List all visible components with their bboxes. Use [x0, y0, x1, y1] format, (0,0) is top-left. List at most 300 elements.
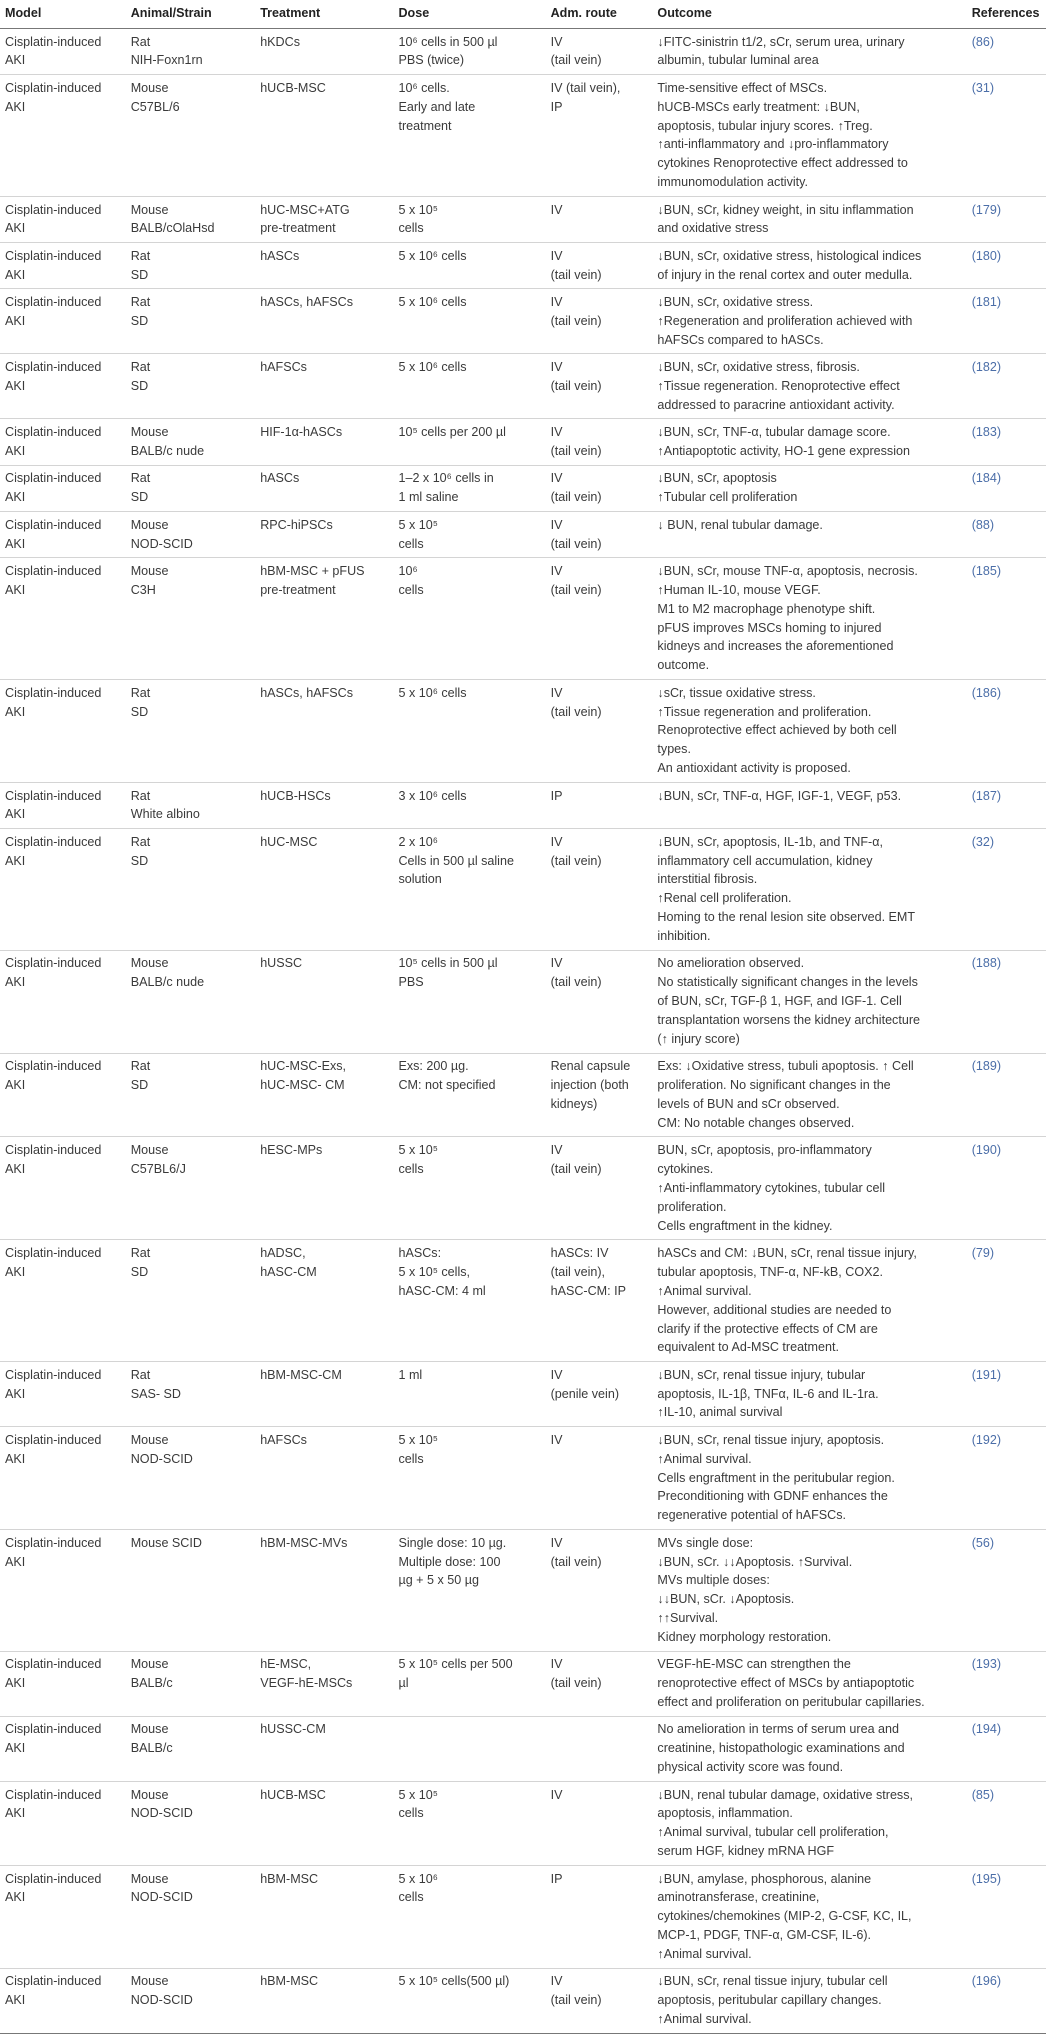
dose-cell-line: 5 x 10⁵: [398, 1787, 438, 1802]
adm-route-cell: [546, 289, 653, 354]
dose-cell: [393, 679, 545, 782]
dose-cell: [393, 419, 545, 465]
adm-route-cell-line: (tail vein): [550, 975, 602, 990]
treatment-cell: [255, 1053, 393, 1137]
header-dose: Dose: [393, 0, 545, 28]
outcome-cell-line: hAFSCs compared to hASCs.: [657, 332, 824, 347]
outcome-cell-line: ↓BUN, sCr, apoptosis: [657, 471, 777, 486]
animal-strain-cell-line: NIH-Foxn1rn: [130, 53, 203, 68]
adm-route-cell: [546, 1968, 653, 2033]
model-cell-line: Cisplatin-induced: [5, 834, 102, 849]
model-cell-line: Cisplatin-induced: [5, 295, 102, 310]
header-outcome: Outcome: [652, 0, 966, 28]
treatment-cell: [255, 1529, 393, 1651]
model-cell: [0, 1137, 126, 1240]
outcome-cell-line: BUN, sCr, apoptosis, pro-inflammatory: [657, 1143, 872, 1158]
dose-cell-line: 5 x 10⁵: [398, 202, 438, 217]
adm-route-cell-line: (tail vein): [550, 267, 602, 282]
adm-route-cell: [546, 1865, 653, 1968]
treatment-cell-line: hESC-MPs: [260, 1143, 323, 1158]
dose-cell-line: 5 x 10⁵ cells per 500: [398, 1657, 513, 1672]
outcome-cell: [652, 1053, 966, 1137]
dose-cell-line: 10⁵ cells per 200 µl: [398, 425, 506, 440]
animal-strain-cell-line: Mouse: [130, 1722, 169, 1737]
treatment-cell-line: hBM-MSC: [260, 1974, 319, 1989]
adm-route-cell-line: IV: [550, 1657, 563, 1672]
reference-link[interactable]: (56): [967, 1529, 1046, 1651]
model-cell-line: Cisplatin-induced: [5, 563, 102, 578]
treatment-cell-line: pre-treatment: [260, 582, 336, 597]
adm-route-cell-line: (tail vein): [550, 536, 602, 551]
adm-route-cell: [546, 679, 653, 782]
model-cell-line: AKI: [5, 1741, 26, 1756]
dose-cell: [393, 1865, 545, 1968]
outcome-cell-line: ↑↑Survival.: [657, 1611, 719, 1626]
table-row: [0, 1427, 1046, 1530]
animal-strain-cell: [126, 1651, 255, 1716]
outcome-cell-line: ↑Animal survival.: [657, 1283, 752, 1298]
model-cell-line: AKI: [5, 704, 26, 719]
outcome-cell-line: ↓BUN, sCr, renal tissue injury, tubular cell: [657, 1974, 888, 1989]
outcome-cell-line: apoptosis, inflammation.: [657, 1806, 793, 1821]
outcome-cell: [652, 354, 966, 419]
adm-route-cell: [546, 950, 653, 1053]
animal-strain-cell-line: BALB/cOlaHsd: [130, 221, 215, 236]
animal-strain-cell: [126, 465, 255, 511]
outcome-cell-line: transplantation worsens the kidney architecture: [657, 1013, 920, 1028]
outcome-cell: [652, 243, 966, 289]
model-cell-line: AKI: [5, 1993, 26, 2008]
treatment-cell: [255, 196, 393, 242]
animal-strain-cell-line: BALB/c nude: [130, 975, 205, 990]
animal-strain-cell: [126, 196, 255, 242]
model-cell-line: AKI: [5, 536, 26, 551]
treatment-cell-line: hUC-MSC- CM: [260, 1078, 345, 1093]
dose-cell: [393, 511, 545, 557]
outcome-cell: [652, 679, 966, 782]
reference-link[interactable]: (186): [967, 679, 1046, 782]
treatment-cell: [255, 950, 393, 1053]
dose-cell-line: 5 x 10⁵: [398, 1432, 438, 1447]
outcome-cell-line: ↑anti-inflammatory and ↓pro-inflammatory: [657, 137, 889, 152]
outcome-cell-line: No statistically significant changes in the levels: [657, 975, 918, 990]
animal-strain-cell-line: SD: [130, 313, 149, 328]
animal-strain-cell-line: Mouse: [130, 1974, 169, 1989]
adm-route-cell-line: (tail vein): [550, 53, 602, 68]
model-cell: [0, 1361, 126, 1426]
model-cell-line: Cisplatin-induced: [5, 425, 102, 440]
outcome-cell-line: ↓BUN, sCr, mouse TNF-α, apoptosis, necrosis.: [657, 563, 918, 578]
treatment-cell: [255, 511, 393, 557]
treatment-cell: [255, 679, 393, 782]
animal-strain-cell: [126, 1529, 255, 1651]
table-row: [0, 354, 1046, 419]
animal-strain-cell: [126, 28, 255, 74]
model-cell-line: AKI: [5, 53, 26, 68]
adm-route-cell-line: IV: [550, 517, 563, 532]
reference-link[interactable]: (32): [967, 828, 1046, 950]
adm-route-cell-line: (tail vein): [550, 1554, 602, 1569]
animal-strain-cell: [126, 1240, 255, 1362]
outcome-cell-line: MVs multiple doses:: [657, 1573, 770, 1588]
reference-link[interactable]: (31): [967, 75, 1046, 197]
adm-route-cell: [546, 782, 653, 828]
adm-route-cell-line: IV: [550, 248, 563, 263]
outcome-cell-line: tubular apoptosis, TNF-α, NF-kB, COX2.: [657, 1264, 883, 1279]
outcome-cell-line: No amelioration in terms of serum urea and: [657, 1722, 900, 1737]
treatment-cell: [255, 465, 393, 511]
model-cell: [0, 782, 126, 828]
reference-link[interactable]: (179): [967, 196, 1046, 242]
outcome-cell: [652, 1651, 966, 1716]
model-cell-line: AKI: [5, 807, 26, 822]
dose-cell-line: Single dose: 10 µg.: [398, 1535, 507, 1550]
reference-link[interactable]: (181): [967, 289, 1046, 354]
outcome-cell-line: inhibition.: [657, 929, 711, 944]
model-cell: [0, 558, 126, 680]
adm-route-cell: [546, 1716, 653, 1781]
animal-strain-cell-line: Mouse: [130, 1143, 169, 1158]
table-row: [0, 782, 1046, 828]
model-cell-line: Cisplatin-induced: [5, 1059, 102, 1074]
reference-link[interactable]: (86): [967, 28, 1046, 74]
adm-route-cell-line: (tail vein),: [550, 1264, 606, 1279]
outcome-cell-line: Time-sensitive effect of MSCs.: [657, 80, 828, 95]
model-cell-line: Cisplatin-induced: [5, 80, 102, 95]
reference-link[interactable]: (180): [967, 243, 1046, 289]
adm-route-cell-line: IV: [550, 956, 563, 971]
outcome-cell-line: cytokines.: [657, 1162, 714, 1177]
outcome-cell-line: ↑Animal survival.: [657, 2012, 752, 2027]
animal-strain-cell-line: Mouse: [130, 1787, 169, 1802]
animal-strain-cell-line: SD: [130, 704, 149, 719]
dose-cell-line: solution: [398, 872, 442, 887]
outcome-cell: [652, 1137, 966, 1240]
outcome-cell-line: However, additional studies are needed to: [657, 1302, 892, 1317]
outcome-cell-line: ↑Human IL-10, mouse VEGF.: [657, 582, 821, 597]
animal-strain-cell-line: Mouse: [130, 425, 169, 440]
treatment-cell-line: hUCB-HSCs: [260, 788, 331, 803]
adm-route-cell-line: (tail vein): [550, 378, 602, 393]
outcome-cell-line: Renoprotective effect achieved by both cell: [657, 723, 897, 738]
dose-cell-line: 5 x 10⁵: [398, 517, 438, 532]
reference-link[interactable]: (187): [967, 782, 1046, 828]
treatment-cell: [255, 1427, 393, 1530]
outcome-cell-line: M1 to M2 macrophage phenotype shift.: [657, 601, 876, 616]
adm-route-cell: [546, 419, 653, 465]
outcome-cell-line: ↓BUN, sCr, oxidative stress.: [657, 295, 814, 310]
outcome-cell-line: ↑IL-10, animal survival: [657, 1405, 783, 1420]
dose-cell-line: 5 x 10⁶: [398, 1871, 438, 1886]
adm-route-cell-line: (tail vein): [550, 704, 602, 719]
outcome-cell-line: hASCs and CM: ↓BUN, sCr, renal tissue injury,: [657, 1246, 917, 1261]
animal-strain-cell: [126, 950, 255, 1053]
treatment-cell-line: hUC-MSC+ATG: [260, 202, 350, 217]
table-row: [0, 1968, 1046, 2033]
model-cell-line: AKI: [5, 1386, 26, 1401]
dose-cell-line: cells: [398, 1162, 424, 1177]
outcome-cell-line: interstitial fibrosis.: [657, 872, 758, 887]
outcome-cell-line: ↓BUN, sCr, TNF-α, tubular damage score.: [657, 425, 891, 440]
model-cell-line: AKI: [5, 221, 26, 236]
outcome-cell-line: physical activity score was found.: [657, 1760, 844, 1775]
adm-route-cell: [546, 558, 653, 680]
outcome-cell: [652, 1529, 966, 1651]
animal-strain-cell-line: Mouse: [130, 202, 169, 217]
adm-route-cell-line: IV: [550, 1367, 563, 1382]
outcome-cell-line: ↓sCr, tissue oxidative stress.: [657, 685, 816, 700]
adm-route-cell-line: (tail vein): [550, 1676, 602, 1691]
reference-link[interactable]: (85): [967, 1781, 1046, 1865]
dose-cell-line: µl: [398, 1676, 409, 1691]
table-row: [0, 28, 1046, 74]
model-cell-line: Cisplatin-induced: [5, 202, 102, 217]
dose-cell-line: Early and late: [398, 99, 476, 114]
treatment-cell-line: hBM-MSC + pFUS: [260, 563, 365, 578]
dose-cell-line: cells: [398, 1806, 424, 1821]
outcome-cell-line: ↑Tubular cell proliferation: [657, 490, 798, 505]
reference-link[interactable]: (88): [967, 511, 1046, 557]
animal-strain-cell: [126, 1968, 255, 2033]
treatment-cell-line: hADSC,: [260, 1246, 306, 1261]
adm-route-cell-line: (tail vein): [550, 1162, 602, 1177]
model-cell-line: AKI: [5, 582, 26, 597]
table-row: [0, 1781, 1046, 1865]
model-cell-line: Cisplatin-induced: [5, 1143, 102, 1158]
outcome-cell-line: ↓↓BUN, sCr. ↓Apoptosis.: [657, 1592, 795, 1607]
reference-link[interactable]: (190): [967, 1137, 1046, 1240]
outcome-cell-line: Preconditioning with GDNF enhances the: [657, 1489, 888, 1504]
animal-strain-cell: [126, 1781, 255, 1865]
treatment-cell-line: hBM-MSC-CM: [260, 1367, 342, 1382]
model-cell: [0, 196, 126, 242]
dose-cell-line: 10⁶ cells.: [398, 80, 450, 95]
outcome-cell-line: cytokines/chemokines (MIP-2, G-CSF, KC, IL,: [657, 1909, 912, 1924]
outcome-cell: [652, 558, 966, 680]
outcome-cell-line: No amelioration observed.: [657, 956, 805, 971]
reference-link[interactable]: (196): [967, 1968, 1046, 2033]
table-row: [0, 243, 1046, 289]
table-row: [0, 75, 1046, 197]
animal-strain-cell-line: BALB/c: [130, 1741, 173, 1756]
outcome-cell-line: apoptosis, tubular injury scores. ↑Treg.: [657, 118, 873, 133]
adm-route-cell: [546, 196, 653, 242]
outcome-cell-line: ↓BUN, sCr, apoptosis, IL-1b, and TNF-α,: [657, 834, 883, 849]
reference-link[interactable]: (193): [967, 1651, 1046, 1716]
dose-cell-line: hASC-CM: 4 ml: [398, 1283, 486, 1298]
animal-strain-cell-line: Mouse: [130, 956, 169, 971]
adm-route-cell-line: IV: [550, 834, 563, 849]
reference-link[interactable]: (188): [967, 950, 1046, 1053]
treatment-cell-line: hBM-MSC: [260, 1871, 319, 1886]
treatment-cell-line: hBM-MSC-MVs: [260, 1535, 348, 1550]
model-cell-line: AKI: [5, 267, 26, 282]
adm-route-cell-line: hASCs: IV: [550, 1246, 609, 1261]
model-cell: [0, 1968, 126, 2033]
treatment-cell-line: hASC-CM: [260, 1264, 317, 1279]
animal-strain-cell: [126, 679, 255, 782]
animal-strain-cell-line: C57BL6/J: [130, 1162, 186, 1177]
outcome-cell: [652, 511, 966, 557]
header-row: [0, 0, 1046, 28]
outcome-cell-line: equivalent to Ad-MSC treatment.: [657, 1340, 839, 1355]
dose-cell-line: µg + 5 x 50 µg: [398, 1573, 479, 1588]
model-cell-line: AKI: [5, 1890, 26, 1905]
outcome-cell: [652, 1716, 966, 1781]
animal-strain-cell-line: Mouse: [130, 517, 169, 532]
outcome-cell-line: ↓FITC-sinistrin t1/2, sCr, serum urea, urinary: [657, 34, 905, 49]
outcome-cell-line: effect and proliferation on peritubular capillaries.: [657, 1695, 925, 1710]
animal-strain-cell: [126, 75, 255, 197]
treatment-cell-line: hAFSCs: [260, 360, 307, 375]
dose-cell-line: cells: [398, 1451, 424, 1466]
model-cell-line: Cisplatin-induced: [5, 1722, 102, 1737]
dose-cell-line: Multiple dose: 100: [398, 1554, 501, 1569]
dose-cell-line: cells: [398, 536, 424, 551]
dose-cell-line: 5 x 10⁶ cells: [398, 685, 467, 700]
treatment-cell: [255, 1968, 393, 2033]
outcome-cell-line: regenerative potential of hAFSCs.: [657, 1508, 846, 1523]
treatment-cell: [255, 782, 393, 828]
adm-route-cell: [546, 1137, 653, 1240]
reference-link[interactable]: (195): [967, 1865, 1046, 1968]
treatment-cell-line: hAFSCs: [260, 1432, 307, 1447]
outcome-cell-line: Kidney morphology restoration.: [657, 1629, 832, 1644]
table-row: [0, 828, 1046, 950]
table-row: [0, 196, 1046, 242]
animal-strain-cell: [126, 1427, 255, 1530]
dose-cell: [393, 950, 545, 1053]
adm-route-cell: [546, 1240, 653, 1362]
dose-cell-line: 5 x 10⁵ cells,: [398, 1264, 471, 1279]
model-cell-line: AKI: [5, 378, 26, 393]
model-cell-line: Cisplatin-induced: [5, 788, 102, 803]
outcome-cell: [652, 782, 966, 828]
reference-link[interactable]: (192): [967, 1427, 1046, 1530]
outcome-cell: [652, 1361, 966, 1426]
model-cell: [0, 1240, 126, 1362]
outcome-cell-line: levels of BUN and sCr observed.: [657, 1096, 840, 1111]
model-cell: [0, 419, 126, 465]
animal-strain-cell: [126, 419, 255, 465]
outcome-cell: [652, 950, 966, 1053]
animal-strain-cell: [126, 243, 255, 289]
adm-route-cell-line: (tail vein): [550, 444, 602, 459]
dose-cell-line: cells: [398, 221, 424, 236]
dose-cell-line: 5 x 10⁶ cells: [398, 295, 467, 310]
outcome-cell-line: creatinine, histopathologic examinations and: [657, 1741, 905, 1756]
treatment-cell-line: HIF-1α-hASCs: [260, 425, 343, 440]
dose-cell-line: hASCs:: [398, 1246, 442, 1261]
outcome-cell-line: ↓BUN, sCr, TNF-α, HGF, IGF-1, VEGF, p53.: [657, 788, 902, 803]
reference-link[interactable]: (79): [967, 1240, 1046, 1362]
reference-link[interactable]: (185): [967, 558, 1046, 680]
adm-route-cell-line: IV: [550, 1432, 563, 1447]
outcome-cell-line: ↑Antiapoptotic activity, HO-1 gene expression: [657, 444, 910, 459]
animal-strain-cell: [126, 1053, 255, 1137]
outcome-cell-line: Exs: ↓Oxidative stress, tubuli apoptosis. ↑ Cell: [657, 1059, 914, 1074]
outcome-cell-line: renoprotective effect of MSCs by antiapoptotic: [657, 1676, 915, 1691]
adm-route-cell: [546, 1427, 653, 1530]
dose-cell: [393, 196, 545, 242]
outcome-cell: [652, 465, 966, 511]
animal-strain-cell-line: Mouse SCID: [130, 1535, 202, 1550]
outcome-cell-line: ↑Anti-inflammatory cytokines, tubular cell: [657, 1180, 886, 1195]
outcome-cell-line: of injury in the renal cortex and outer medulla.: [657, 267, 913, 282]
treatment-cell-line: hASCs: [260, 248, 300, 263]
reference-link[interactable]: (189): [967, 1053, 1046, 1137]
treatment-cell-line: hASCs: [260, 471, 300, 486]
model-cell: [0, 465, 126, 511]
header-model: Model: [0, 0, 126, 28]
outcome-cell: [652, 196, 966, 242]
animal-strain-cell-line: Rat: [130, 834, 151, 849]
model-cell-line: AKI: [5, 1162, 26, 1177]
dose-cell: [393, 1137, 545, 1240]
outcome-cell-line: MVs single dose:: [657, 1535, 754, 1550]
animal-strain-cell-line: Rat: [130, 1246, 151, 1261]
treatment-cell-line: hASCs, hAFSCs: [260, 295, 354, 310]
animal-strain-cell-line: NOD-SCID: [130, 536, 193, 551]
model-cell-line: AKI: [5, 444, 26, 459]
animal-strain-cell: [126, 354, 255, 419]
outcome-cell-line: ↓BUN, sCr, renal tissue injury, tubular: [657, 1367, 866, 1382]
animal-strain-cell-line: Rat: [130, 1367, 151, 1382]
model-cell: [0, 1781, 126, 1865]
model-cell-line: AKI: [5, 490, 26, 505]
reference-link[interactable]: (194): [967, 1716, 1046, 1781]
reference-link[interactable]: (182): [967, 354, 1046, 419]
outcome-cell-line: pFUS improves MSCs homing to injured: [657, 620, 882, 635]
outcome-cell-line: ↓BUN, sCr, oxidative stress, fibrosis.: [657, 360, 860, 375]
model-cell-line: AKI: [5, 1451, 26, 1466]
adm-route-cell-line: IV: [550, 1974, 563, 1989]
adm-route-cell-line: Renal capsule: [550, 1059, 631, 1074]
table-row: [0, 511, 1046, 557]
outcome-cell: [652, 1968, 966, 2033]
outcome-cell: [652, 828, 966, 950]
reference-link[interactable]: (183): [967, 419, 1046, 465]
animal-strain-cell-line: Rat: [130, 471, 151, 486]
animal-strain-cell: [126, 828, 255, 950]
dose-cell-line: PBS (twice): [398, 53, 465, 68]
model-cell-line: Cisplatin-induced: [5, 248, 102, 263]
model-cell-line: Cisplatin-induced: [5, 956, 102, 971]
dose-cell-line: Cells in 500 µl saline: [398, 853, 514, 868]
outcome-cell-line: of BUN, sCr, TGF-β 1, HGF, and IGF-1. Cell: [657, 994, 902, 1009]
dose-cell: [393, 1053, 545, 1137]
treatment-cell-line: pre-treatment: [260, 221, 336, 236]
model-cell: [0, 1716, 126, 1781]
model-cell-line: AKI: [5, 1676, 26, 1691]
reference-link[interactable]: (184): [967, 465, 1046, 511]
adm-route-cell-line: (tail vein): [550, 1993, 602, 2008]
animal-strain-cell-line: NOD-SCID: [130, 1806, 193, 1821]
model-cell: [0, 1865, 126, 1968]
animal-strain-cell-line: NOD-SCID: [130, 1451, 193, 1466]
table-row: [0, 558, 1046, 680]
outcome-cell-line: clarify if the protective effects of CM are: [657, 1321, 878, 1336]
treatment-cell: [255, 75, 393, 197]
model-cell-line: AKI: [5, 975, 26, 990]
reference-link[interactable]: (191): [967, 1361, 1046, 1426]
dose-cell-line: 1 ml saline: [398, 490, 459, 505]
animal-strain-cell-line: SD: [130, 490, 149, 505]
treatment-cell: [255, 1716, 393, 1781]
outcome-cell-line: ↑Renal cell proliferation.: [657, 891, 792, 906]
dose-cell: [393, 1651, 545, 1716]
adm-route-cell-line: (tail vein): [550, 582, 602, 597]
